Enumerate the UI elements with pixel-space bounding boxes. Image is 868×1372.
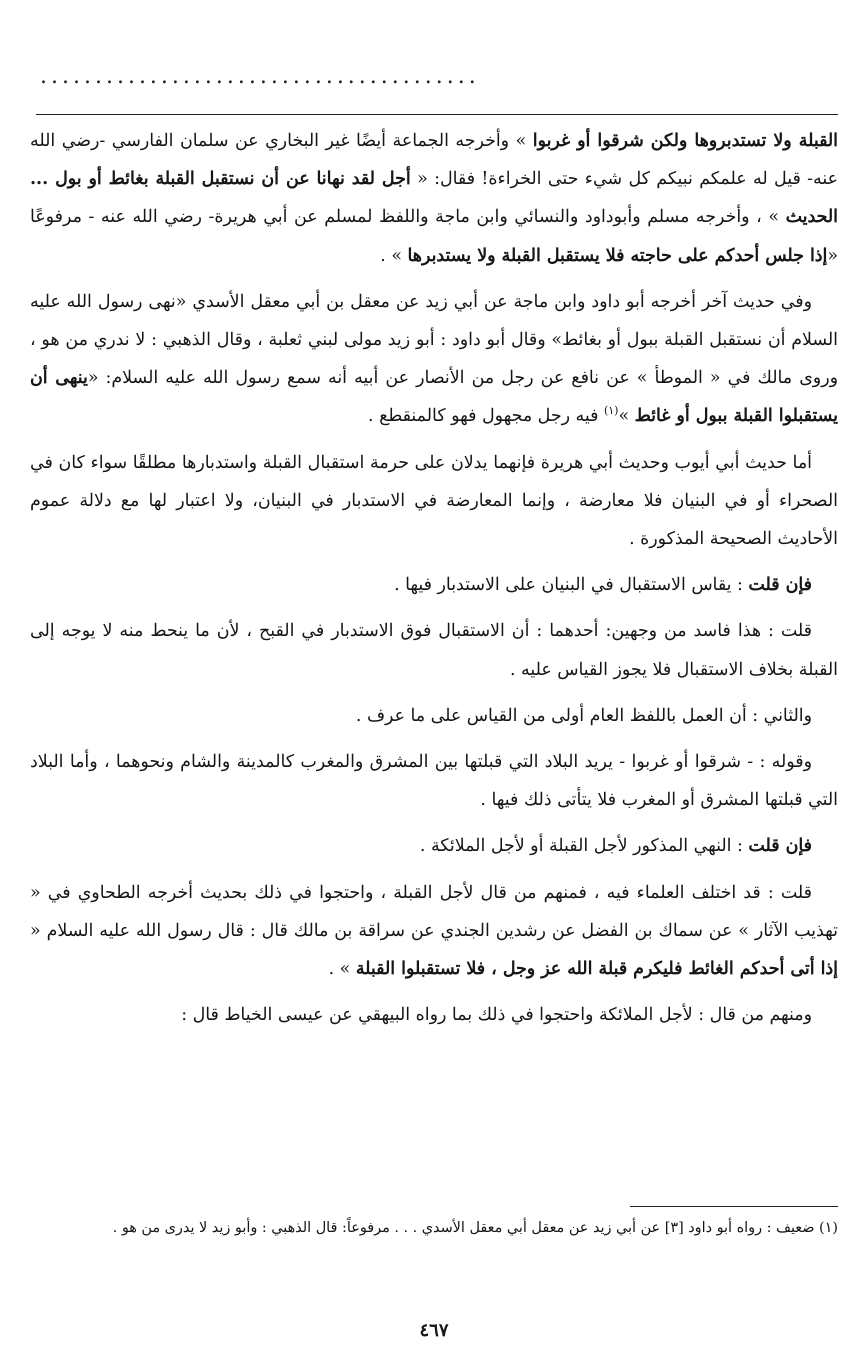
text-segment: » . xyxy=(328,959,356,980)
footnotes xyxy=(30,1212,838,1245)
footnote-marker: (١) xyxy=(603,404,619,418)
text-segment: » xyxy=(618,406,635,427)
book-page xyxy=(30,0,838,1372)
text-segment: » ، وأخرجه مسلم وأبوداود والنسائي وابن ماجة واللفظ لمسلم عن أبي هريرة- رضي الله عنه - مرفوعًا « xyxy=(30,207,838,266)
dotted-separator: ........................................ xyxy=(40,66,480,88)
footnote-divider-line xyxy=(630,1206,838,1207)
paragraph xyxy=(30,566,838,604)
paragraph xyxy=(30,827,838,865)
text-segment: » . xyxy=(380,245,408,266)
paragraph xyxy=(30,743,838,819)
top-divider-line xyxy=(36,114,838,115)
text-segment: أما حديث أبي أيوب وحديث أبي هريرة فإنهما يدلان على حرمة استقبال القبلة واستدبارها مطلقًا سواء كان في الصحراء أو في البنيان فلا معارضة ، وإنما المعارضة في الاستدبار في البنيان، ولا اعتبار لها مع دلالة عموم الأحاديث الصحيحة المذكورة . xyxy=(30,452,838,550)
paragraph xyxy=(30,122,838,275)
text-segment: وقوله : - شرقوا أو غربوا - يريد البلاد التي قبلتها بين المشرق والمغرب كالمدينة والشام ونحوهما ، وأما البلاد التي قبلتها المشرق أو المغرب فلا يتأتى ذلك فيها . xyxy=(30,752,838,811)
bold-text-segment: فإن قلت xyxy=(748,836,812,857)
footnote: (١) ضعيف : رواه أبو داود [٣] عن أبي زيد عن معقل أبي معقل الأسدي . . . مرفوعاً: قال الذهبي : وأبو زيد لا يدرى من هو . xyxy=(112,1220,838,1236)
text-segment: : النهي المذكور لأجل القبلة أو لأجل الملائكة . xyxy=(419,836,749,857)
text-segment: ومنهم من قال : لأجل الملائكة واحتجوا في ذلك بما رواه البيهقي عن عيسى الخياط قال : xyxy=(181,1005,812,1026)
text-segment: » وأخرجه الجماعة أيضًا غير البخاري عن سلمان الفارسي -رضي الله عنه- قيل له علمكم نبيكم كل شيء حتى الخراءة! فقال: « xyxy=(30,131,839,190)
text-segment: فيه رجل مجهول فهو كالمنقطع . xyxy=(368,406,604,427)
bold-text-segment: أجل لقد نهانا عن أن نستقبل القبلة بغائط أو بول ... الحديث xyxy=(30,169,838,228)
bold-text-segment: ينهى أن يستقبلوا القبلة ببول أو غائط xyxy=(30,368,838,427)
bold-text-segment: فإن قلت xyxy=(748,575,812,596)
bold-text-segment: القبلة ولا تستدبروها ولكن شرقوا أو غربوا xyxy=(532,131,838,151)
paragraph xyxy=(30,283,838,436)
text-segment: والثاني : أن العمل باللفظ العام أولى من القياس على ما عرف . xyxy=(355,705,812,726)
page-number: ٤٦٧ xyxy=(419,1320,449,1341)
bold-text-segment: إذا جلس أحدكم على حاجته فلا يستقبل القبلة ولا يستدبرها xyxy=(407,245,828,266)
text-segment: قلت : قد اختلف العلماء فيه ، فمنهم من قال لأجل القبلة ، واحتجوا في ذلك بحديث أخرجه الطحاوي في « تهذيب الآثار » عن سماك بن الفضل عن رشدين الجندي عن سراقة بن مالك قال : قال رسول الله عليه السلام « xyxy=(30,882,838,941)
paragraph xyxy=(30,612,838,688)
text-segment: : يقاس الاستقبال في البنيان على الاستدبار فيها . xyxy=(394,575,749,596)
paragraph xyxy=(30,996,838,1034)
bold-text-segment: إذا أتى أحدكم الغائط فليكرم قبلة الله عز وجل ، فلا تستقبلوا القبلة xyxy=(355,959,838,980)
paragraph xyxy=(30,697,838,735)
text-segment: قلت : هذا فاسد من وجهين: أحدهما : أن الاستقبال فوق الاستدبار في القبح ، لأن ما ينحط منه لا يوجه إلى القبلة بخلاف الاستقبال فلا يجوز القياس عليه . xyxy=(30,621,838,680)
text-segment: وفي حديث آخر أخرجه أبو داود وابن ماجة عن أبي زيد عن معقل بن أبي معقل الأسدي «نهى رسول الله عليه السلام أن نستقبل القبلة ببول أو بغائط» وقال أبو داود : أبو زيد مولى لبني ثعلبة ، وقال الذهبي : لا ندري من هو ، وروى مالك في « الموطأ » عن نافع عن رجل من الأنصار عن أبيه أنه سمع رسول الله عليه السلام: « xyxy=(30,291,838,389)
paragraph xyxy=(30,444,838,559)
paragraph xyxy=(30,874,838,989)
main-text xyxy=(30,122,838,1042)
